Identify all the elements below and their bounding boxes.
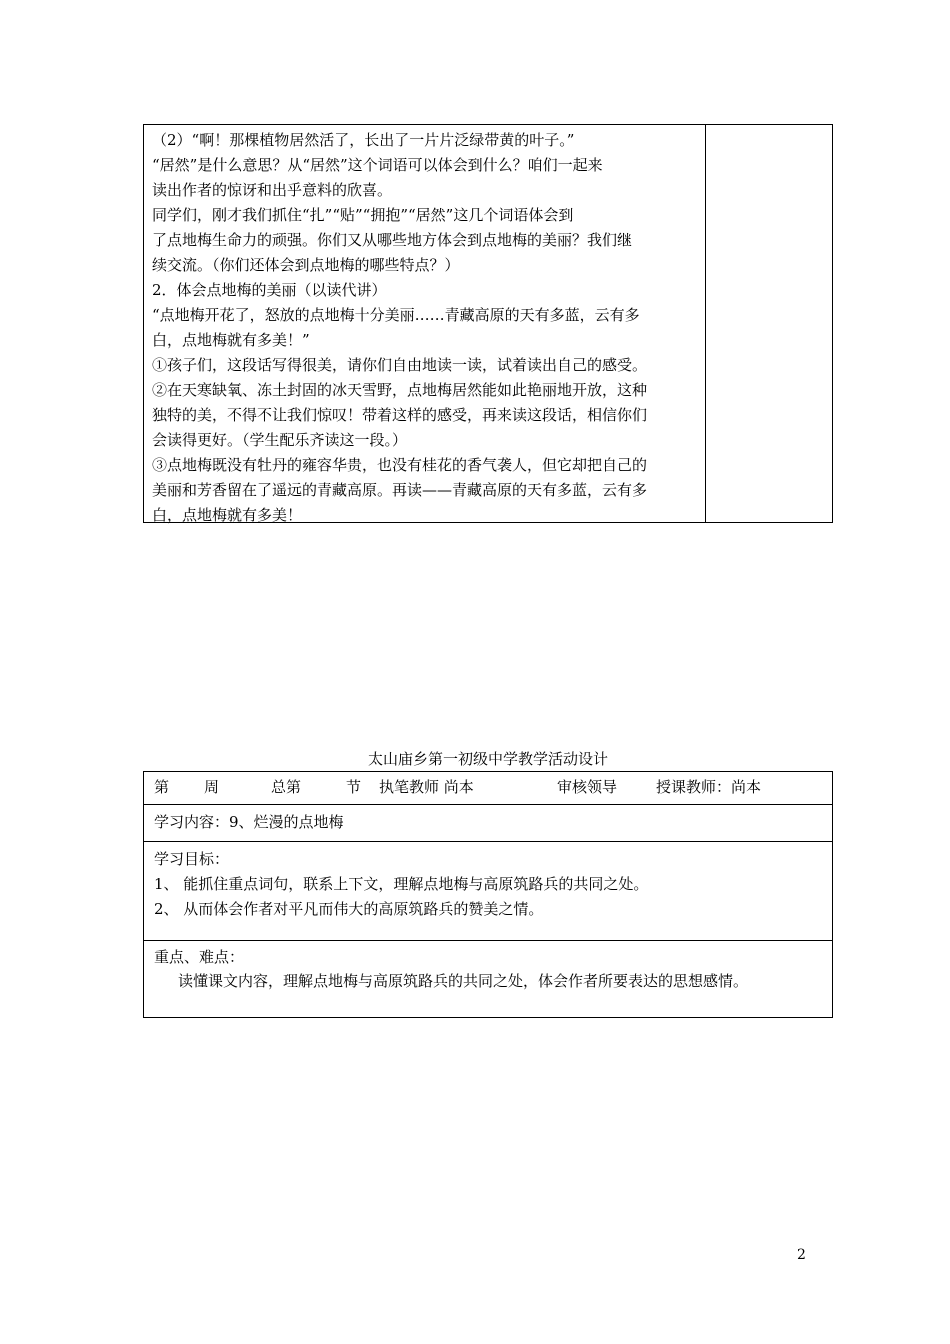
text-line: ③点地梅既没有牡丹的雍容华贵，也没有桂花的香气袭人，但它却把自己的 [152,456,648,474]
text-line: 了点地梅生命力的顽强。你们又从哪些地方体会到点地梅的美丽？我们继 [152,231,633,249]
goal-item: 1、 能抓住重点词句，联系上下文，理解点地梅与高原筑路兵的共同之处。 [154,875,649,893]
table-caption: 太山庙乡第一初级中学教学活动设计 [367,750,608,768]
content-row [144,805,832,842]
text-line: 2．体会点地梅的美丽（以读代讲） [152,281,387,299]
text-line: 会读得更好。（学生配乐齐读这一段。） [152,431,408,449]
key-points-title: 重点、难点： [154,948,245,966]
text-line: 同学们，刚才我们抓住“扎”“贴”“拥抱”“居然”这几个词语体会到 [152,206,574,224]
reviewer: 审核领导 [557,778,618,796]
design-table [143,771,833,1018]
learning-content: 学习内容：9、烂漫的点地梅 [154,813,344,831]
writer-teacher: 执笔教师 尚本 [379,778,474,796]
total-label: 总第 [271,778,302,796]
week-suffix: 周 [204,778,220,796]
text-line: 续交流。（你们还体会到点地梅的哪些特点？） [152,256,460,274]
text-line: “点地梅开花了，怒放的点地梅十分美丽……青藏高原的天有多蓝，云有多 [152,306,640,324]
total-suffix: 节 [346,778,362,796]
goal-item: 2、 从而体会作者对平凡而伟大的高原筑路兵的赞美之情。 [154,900,544,918]
key-points-row [144,941,832,1017]
text-line: （2）“啊！那棵植物居然活了，长出了一片片泛绿带黄的叶子。” [152,131,575,149]
instructor: 授课教师：尚本 [656,778,762,796]
text-line: 美丽和芳香留在了遥远的青藏高原。再读——青藏高原的天有多蓝，云有多 [152,481,648,499]
header-row [144,772,832,805]
lesson-table [143,124,833,523]
lesson-text [152,128,697,528]
text-line: 读出作者的惊讶和出乎意料的欣喜。 [152,181,393,199]
text-line: 白，点地梅就有多美！ [152,506,303,524]
goals-row [144,842,832,941]
week-label: 第 [154,778,170,796]
text-line: ②在天寒缺氧、冻土封固的冰天雪野，点地梅居然能如此艳丽地开放，这种 [152,381,648,399]
column-divider [705,125,706,522]
text-line: 独特的美，不得不让我们惊叹！带着这样的感受，再来读这段话，相信你们 [152,406,648,424]
text-line: “居然”是什么意思？从“居然”这个词语可以体会到什么？咱们一起来 [152,156,603,174]
page-number: 2 [797,1247,806,1263]
text-line: ①孩子们，这段话写得很美，请你们自由地读一读，试着读出自己的感受。 [152,356,648,374]
goals-title: 学习目标： [154,850,230,868]
text-line: 白，点地梅就有多美！” [152,331,310,349]
key-points-text: 读懂课文内容，理解点地梅与高原筑路兵的共同之处，体会作者所要表达的思想感情。 [178,972,749,990]
